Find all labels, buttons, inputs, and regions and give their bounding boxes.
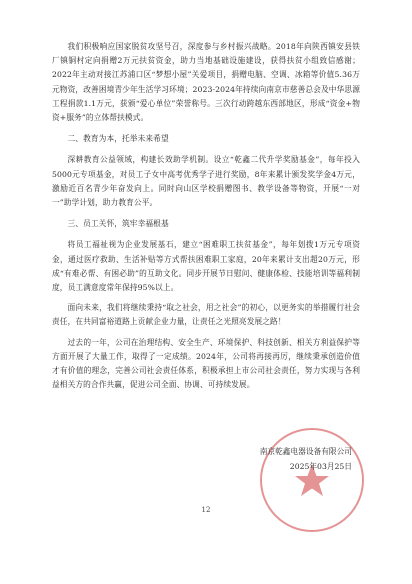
paragraph-poverty-relief: 我们积极响应国家脱贫攻坚号召，深度参与乡村振兴战略。2018年向陕西镇安县铁厂镇铜村定向捐赠2万元扶贫资金，助力当地基础设施建设，获得扶贫小组致信感谢；2022年主动对接江苏浦口区“梦想小屋”关爱项目，捐赠电脑、空调、冰箱等价值5.36万元物资，改善困境青少年生活学习环境；2023-2024年持续向南京市慈善总会及中华思源工程捐款1.1万元，获颁“爱心单位”荣誉称号。三次行动跨越东西部地区，形成“资金+物资+服务”的立体帮扶模式。 [52, 42, 360, 123]
page-number: 12 [201, 506, 211, 514]
section-heading-education: 二、教育为本，托举未来希望 [67, 134, 169, 144]
company-seal [260, 428, 364, 532]
paragraph-summary: 过去的一年，公司在治理结构、安全生产、环境保护、科技创新、相关方利益保护等方面开展了大量工作，取得了一定成绩。2024年，公司将再接再厉，继续秉承创造价值才有价值的理念，完善公司社会责任体系，积极承担上市公司社会责任，努力实现与各利益相关方的合作共赢，促进公司全面、协调、可持续发展。 [52, 337, 360, 390]
paragraph-future: 面向未来，我们将继续秉持“取之社会，用之社会”的初心，以更务实的举措履行社会责任，在共同富裕道路上贡献企业力量，让责任之光照亮发展之路！ [52, 303, 360, 327]
paragraph-education: 深耕教育公益领域，构建长效助学机制。设立“乾鑫二代升学奖励基金”，每年投入5000元专项基金，对员工子女中高考优秀学子进行奖励，8年来累计颁发奖学金4万元，激励近百名青少年奋发向上。同时向山区学校捐赠图书、教学设备等物资，开展“一对一”助学计划，助力教育公平。 [52, 155, 360, 208]
signature-date: 2025年03月25日 [289, 462, 352, 471]
section-heading-employee-care: 三、员工关怀，筑牢幸福根基 [67, 219, 169, 229]
signature-company: 南京乾鑫电器设备有限公司 [259, 447, 352, 456]
paragraph-employee-care: 将员工福祉视为企业发展基石，建立“困难职工扶贫基金”，每年划拨1万元专项资金，通过医疗救助、生活补贴等方式帮扶困难职工家庭，20年来累计支出超20万元，形成“有难必帮、有困必助”的互助文化。同步开展节日慰问、健康体检、技能培训等福利制度，员工满意度常年保持95%以上。 [52, 240, 360, 293]
